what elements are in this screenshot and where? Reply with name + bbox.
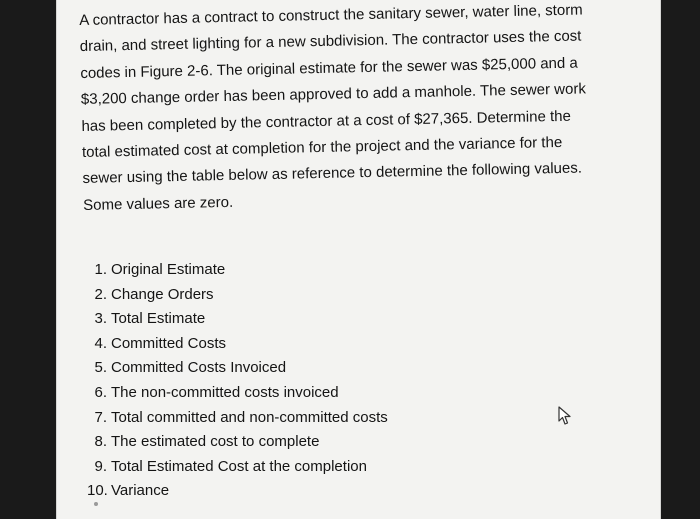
list-item-number: 5. bbox=[94, 359, 107, 377]
list-item-text: Total Estimate bbox=[111, 310, 206, 328]
list-item-text: The estimated cost to complete bbox=[111, 433, 320, 451]
list-item bbox=[87, 406, 388, 431]
list-item-number: 7. bbox=[94, 408, 107, 426]
list-item-number: 8. bbox=[94, 433, 107, 451]
list-item-number: 3. bbox=[94, 310, 107, 328]
list-item bbox=[87, 307, 388, 332]
list-item bbox=[87, 430, 388, 455]
list-item-text: Change Orders bbox=[111, 285, 214, 303]
problem-statement: A contractor has a contract to construct the sanitary sewer, water line, storm drain, and street lighting for a new subdivision. The contractor uses the cost codes in Figure 2-6. The original estimate for the sewer was $25,000 and a $3,200 change order has been approved to add a manhole. The sewer work has been completed by the contractor at a cost of $27,365. Determine the total estimated cost at completion for the project and the variance for the sewer using the table below as reference to determine the following values. Some values are zero. bbox=[79, 1, 587, 214]
list-item-number: 10. bbox=[87, 482, 108, 500]
list-item bbox=[87, 479, 388, 504]
list-item bbox=[87, 283, 388, 308]
list-item bbox=[87, 258, 388, 283]
list-item bbox=[87, 455, 388, 480]
list-item-text: Original Estimate bbox=[111, 261, 226, 278]
document-page bbox=[56, 0, 661, 519]
list-item-number: 2. bbox=[94, 285, 107, 303]
list-item-text: Committed Costs bbox=[111, 334, 227, 352]
values-list bbox=[87, 258, 388, 504]
list-item-text: Committed Costs Invoiced bbox=[111, 359, 287, 377]
list-item-text: Total Estimated Cost at the completion bbox=[111, 457, 367, 475]
list-item-number: 1. bbox=[94, 261, 107, 278]
list-item bbox=[87, 381, 388, 406]
list-item-text: Variance bbox=[111, 482, 170, 500]
list-item-number: 9. bbox=[94, 457, 107, 475]
list-item-number: 6. bbox=[94, 383, 107, 401]
mouse-pointer-icon bbox=[558, 406, 572, 426]
list-item-text: The non-committed costs invoiced bbox=[111, 383, 339, 401]
list-item-text: Total committed and non-committed costs bbox=[111, 408, 388, 426]
margin-dot bbox=[94, 502, 98, 506]
list-item bbox=[87, 356, 388, 381]
list-item-number: 4. bbox=[94, 334, 107, 352]
list-item bbox=[87, 332, 388, 357]
